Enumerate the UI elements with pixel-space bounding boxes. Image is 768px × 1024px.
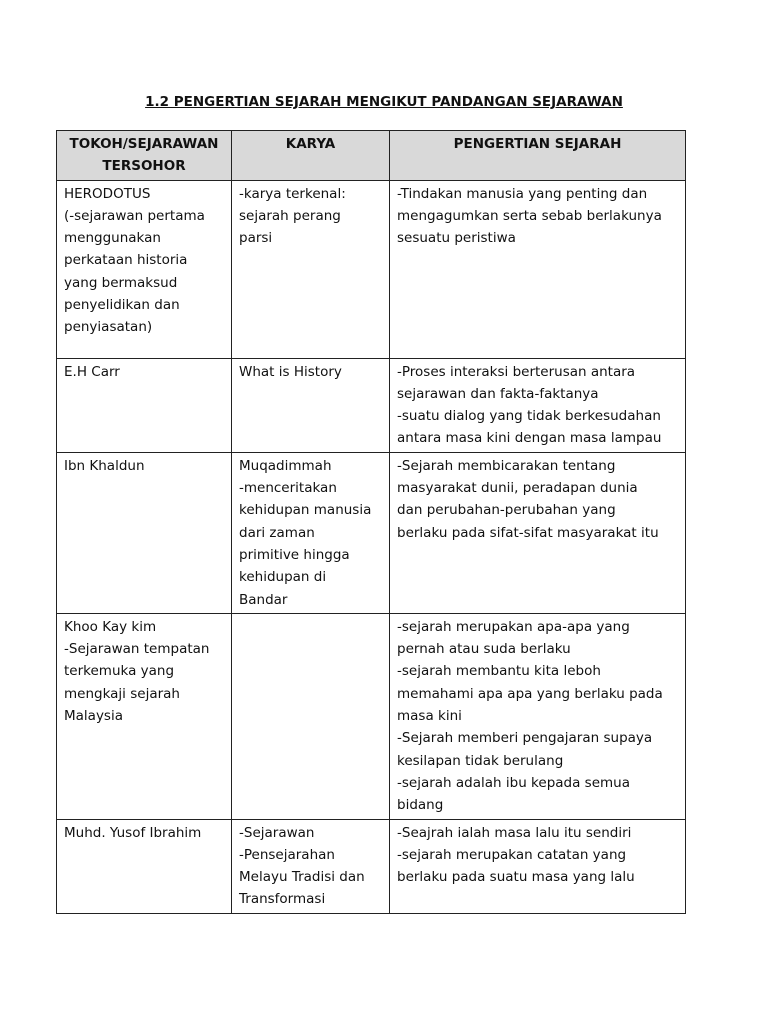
header-karya-line: KARYA: [285, 136, 336, 152]
cell-line: penyelidikan dan: [64, 297, 180, 314]
cell-line: parsi: [239, 230, 273, 247]
cell-tokoh: [57, 358, 232, 452]
cell-line: What is History: [239, 363, 342, 380]
cell-line: -karya terkenal:: [239, 185, 346, 202]
table-row: [57, 819, 686, 913]
cell-karya: [232, 180, 390, 358]
cell-line: yang bermaksud: [64, 274, 178, 291]
cell-line: kehidupan di: [239, 569, 327, 586]
cell-line: -Sejarawan tempatan: [64, 641, 210, 658]
cell-tokoh: [57, 613, 232, 819]
cell-line: kesilapan tidak berulang: [397, 752, 564, 769]
cell-line: (-sejarawan pertama: [64, 207, 205, 224]
cell-line: berlaku pada suatu masa yang lalu: [397, 869, 635, 886]
cell-karya: [232, 358, 390, 452]
cell-line: mengagumkan serta sebab berlakunya: [397, 207, 662, 224]
table-body: [57, 180, 686, 913]
cell-karya: [232, 613, 390, 819]
cell-line: -Proses interaksi berterusan antara: [397, 363, 636, 380]
cell-line: Malaysia: [64, 708, 123, 725]
cell-tokoh: [57, 180, 232, 358]
cell-line: -sejarah adalah ibu kepada semua: [397, 774, 630, 791]
cell-line: -Sejarah memberi pengajaran supaya: [397, 730, 653, 747]
cell-pengertian: [390, 180, 686, 358]
cell-line: -sejarah merupakan catatan yang: [397, 846, 627, 863]
cell-pengertian: [390, 452, 686, 613]
cell-line: HERODOTUS: [64, 185, 151, 202]
cell-line: Muhd. Yusof Ibrahim: [64, 824, 202, 841]
cell-line: -suatu dialog yang tidak berkesudahan: [397, 408, 661, 425]
cell-line: sejarawan dan fakta-faktanya: [397, 385, 599, 402]
cell-line: penyiasatan): [64, 319, 153, 336]
cell-line: masyarakat dunii, peradapan dunia: [397, 480, 638, 497]
cell-line: terkemuka yang: [64, 663, 175, 680]
cell-line: Ibn Khaldun: [64, 457, 145, 474]
cell-line: -Sejarah membicarakan tentang: [397, 457, 616, 474]
cell-line: -Tindakan manusia yang penting dan: [397, 185, 648, 202]
table-header: [57, 131, 686, 181]
cell-line: memahami apa apa yang berlaku pada: [397, 685, 663, 702]
cell-line: Bandar: [239, 591, 288, 608]
cell-pengertian: [390, 613, 686, 819]
cell-pengertian: [390, 819, 686, 913]
cell-line: -sejarah merupakan apa-apa yang: [397, 618, 630, 635]
cell-line: mengkaji sejarah: [64, 685, 180, 702]
header-tokoh: [57, 131, 232, 181]
table-row: [57, 613, 686, 819]
cell-line: menggunakan: [64, 230, 161, 247]
table-row: [57, 358, 686, 452]
cell-line: pernah atau suda berlaku: [397, 641, 571, 658]
cell-tokoh: [57, 819, 232, 913]
cell-line: -sejarah membantu kita leboh: [397, 663, 601, 680]
cell-line: Muqadimmah: [239, 457, 332, 474]
cell-line: perkataan historia: [64, 252, 188, 269]
cell-karya: [232, 452, 390, 613]
header-tokoh-line: TERSOHOR: [102, 158, 186, 175]
cell-line: sejarah perang: [239, 207, 341, 224]
cell-line: Khoo Kay kim: [64, 618, 157, 635]
cell-line: Melayu Tradisi dan: [239, 869, 365, 886]
cell-line: E.H Carr: [64, 363, 120, 380]
cell-line: -Pensejarahan: [239, 846, 335, 863]
header-karya: [232, 131, 390, 181]
header-pengertian-line: PENGERTIAN SEJARAH: [453, 136, 622, 152]
cell-pengertian: [390, 358, 686, 452]
header-tokoh-line: TOKOH/SEJARAWAN: [69, 136, 219, 152]
cell-karya: [232, 819, 390, 913]
table-row: [57, 180, 686, 358]
cell-line: -Seajrah ialah masa lalu itu sendiri: [397, 824, 632, 841]
cell-line: -Sejarawan: [239, 824, 315, 841]
cell-line: bidang: [397, 797, 444, 814]
cell-line: Transformasi: [239, 891, 326, 908]
cell-line: dan perubahan-perubahan yang: [397, 502, 616, 519]
cell-line: berlaku pada sifat-sifat masyarakat itu: [397, 524, 659, 541]
document-title: 1.2 PENGERTIAN SEJARAH MENGIKUT PANDANGAN SEJARAWAN: [145, 94, 623, 110]
cell-line: dari zaman: [239, 524, 315, 541]
historians-table: [56, 130, 686, 914]
header-row: [57, 131, 686, 181]
cell-line: antara masa kini dengan masa lampau: [397, 430, 662, 447]
cell-tokoh: [57, 452, 232, 613]
cell-line: primitive hingga: [239, 546, 350, 563]
header-pengertian: [390, 131, 686, 181]
table-row: [57, 452, 686, 613]
cell-line: sesuatu peristiwa: [397, 230, 516, 247]
cell-line: -menceritakan: [239, 480, 337, 497]
cell-line: masa kini: [397, 708, 462, 725]
cell-line: kehidupan manusia: [239, 502, 372, 519]
